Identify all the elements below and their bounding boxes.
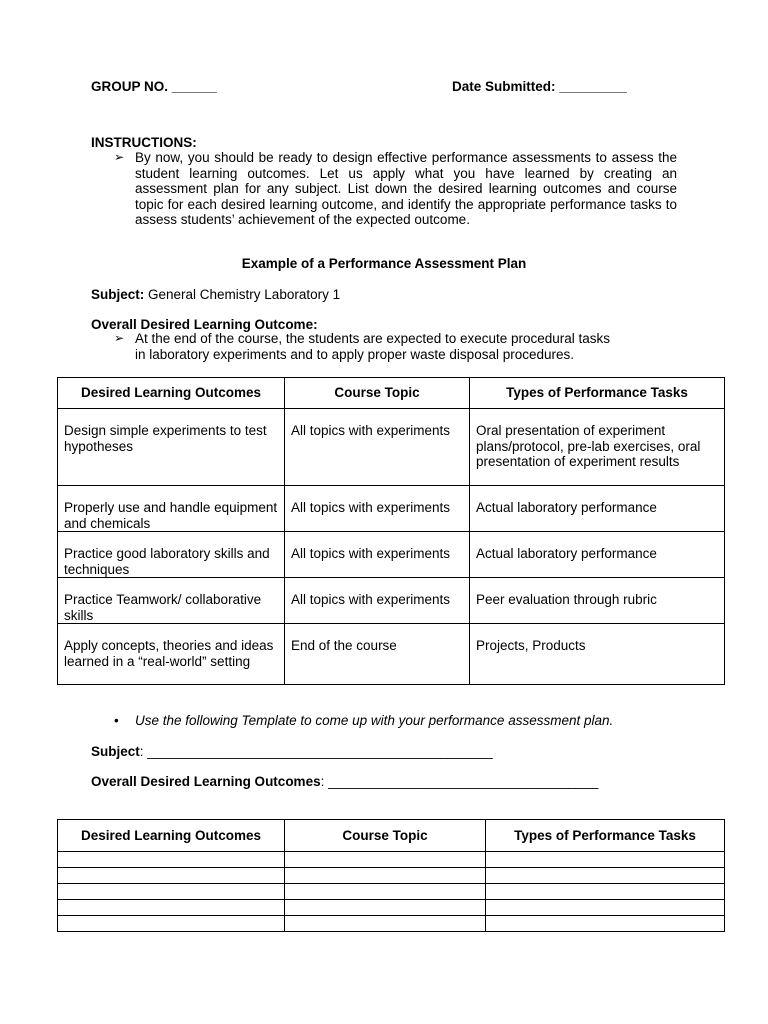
instructions-title: INSTRUCTIONS: [91, 135, 197, 150]
template-subject-label: Subject [91, 744, 140, 759]
table-cell: Properly use and handle equipment and chemicals [58, 486, 285, 532]
table-cell: Apply concepts, theories and ideas learned in a “real-world” setting [58, 624, 285, 685]
table-row [58, 900, 725, 916]
table-row [58, 409, 725, 486]
table-row [58, 486, 725, 532]
template-subject-blank: : ______________________________________________ [139, 744, 493, 759]
table-cell: Projects, Products [470, 624, 725, 685]
empty-cell[interactable] [58, 852, 285, 868]
example-subject [91, 287, 340, 303]
table-row [58, 578, 725, 624]
overall-outcome-text [135, 331, 694, 362]
empty-cell[interactable] [285, 900, 486, 916]
table-header-row [58, 820, 725, 852]
column-header: Course Topic [285, 378, 470, 409]
empty-cell[interactable] [486, 884, 725, 900]
empty-cell[interactable] [486, 916, 725, 932]
table-cell: All topics with experiments [285, 409, 470, 486]
table-row [58, 852, 725, 868]
empty-cell[interactable] [285, 852, 486, 868]
overall-outcome-line-1: At the end of the course, the students are expected to execute procedural tasks [135, 331, 611, 346]
group-number-field: GROUP NO. ______ [91, 79, 217, 94]
subject-label: Subject: [91, 287, 145, 302]
template-instruction-text: Use the following Template to come up with your performance assessment plan. [135, 713, 614, 728]
table-cell: Actual laboratory performance [470, 532, 725, 578]
arrow-bullet-icon: ➢ [114, 150, 125, 164]
column-header: Types of Performance Tasks [486, 820, 725, 852]
empty-cell[interactable] [486, 900, 725, 916]
empty-cell[interactable] [58, 884, 285, 900]
instructions-text: By now, you should be ready to design effective performance assessments to assess the student learning outcomes. Let us apply what you have learned by creating an assessment plan for any subject. List down the desired learning outcomes and course topic for each desired learning outcome, and identify the appropriate performance tasks to assess students’ achievement of the expected outcome. [135, 150, 677, 227]
table-row [58, 884, 725, 900]
empty-cell[interactable] [486, 868, 725, 884]
bullet-icon: • [114, 713, 119, 728]
template-subject-field [91, 744, 493, 760]
table-cell: Peer evaluation through rubric [470, 578, 725, 624]
table-cell: Oral presentation of experiment plans/protocol, pre-lab exercises, oral presentation of experiment results [470, 409, 725, 486]
table-cell: All topics with experiments [285, 578, 470, 624]
empty-cell[interactable] [58, 916, 285, 932]
empty-cell[interactable] [285, 868, 486, 884]
template-overall-field [91, 774, 598, 790]
table-row [58, 868, 725, 884]
empty-cell[interactable] [285, 916, 486, 932]
table-cell: Design simple experiments to test hypotheses [58, 409, 285, 486]
empty-cell[interactable] [486, 852, 725, 868]
empty-cell[interactable] [58, 900, 285, 916]
table-cell: Practice good laboratory skills and techniques [58, 532, 285, 578]
table-cell: End of the course [285, 624, 470, 685]
empty-cell[interactable] [285, 884, 486, 900]
template-overall-blank: : ____________________________________ [320, 774, 599, 789]
table-cell: Actual laboratory performance [470, 486, 725, 532]
column-header: Desired Learning Outcomes [58, 378, 285, 409]
table-cell: All topics with experiments [285, 532, 470, 578]
subject-value: General Chemistry Laboratory 1 [144, 287, 341, 302]
instructions-bullet [114, 150, 677, 228]
table-row [58, 532, 725, 578]
column-header: Desired Learning Outcomes [58, 820, 285, 852]
overall-outcome-bullet [114, 331, 694, 362]
overall-outcome-line-2: in laboratory experiments and to apply proper waste disposal procedures. [135, 346, 574, 362]
column-header: Course Topic [285, 820, 486, 852]
overall-outcome-label: Overall Desired Learning Outcome: [91, 317, 318, 332]
example-plan-table [57, 377, 725, 685]
template-instruction [114, 713, 613, 729]
column-header: Types of Performance Tasks [470, 378, 725, 409]
table-row [58, 916, 725, 932]
table-header-row [58, 378, 725, 409]
template-overall-label: Overall Desired Learning Outcomes [91, 774, 321, 789]
table-cell: All topics with experiments [285, 486, 470, 532]
template-plan-table [57, 819, 725, 932]
example-title: Example of a Performance Assessment Plan [241, 256, 527, 271]
table-row [58, 624, 725, 685]
table-cell: Practice Teamwork/ collaborative skills [58, 578, 285, 624]
arrow-bullet-icon: ➢ [114, 331, 125, 345]
date-submitted-field: Date Submitted: _________ [452, 79, 627, 94]
empty-cell[interactable] [58, 868, 285, 884]
